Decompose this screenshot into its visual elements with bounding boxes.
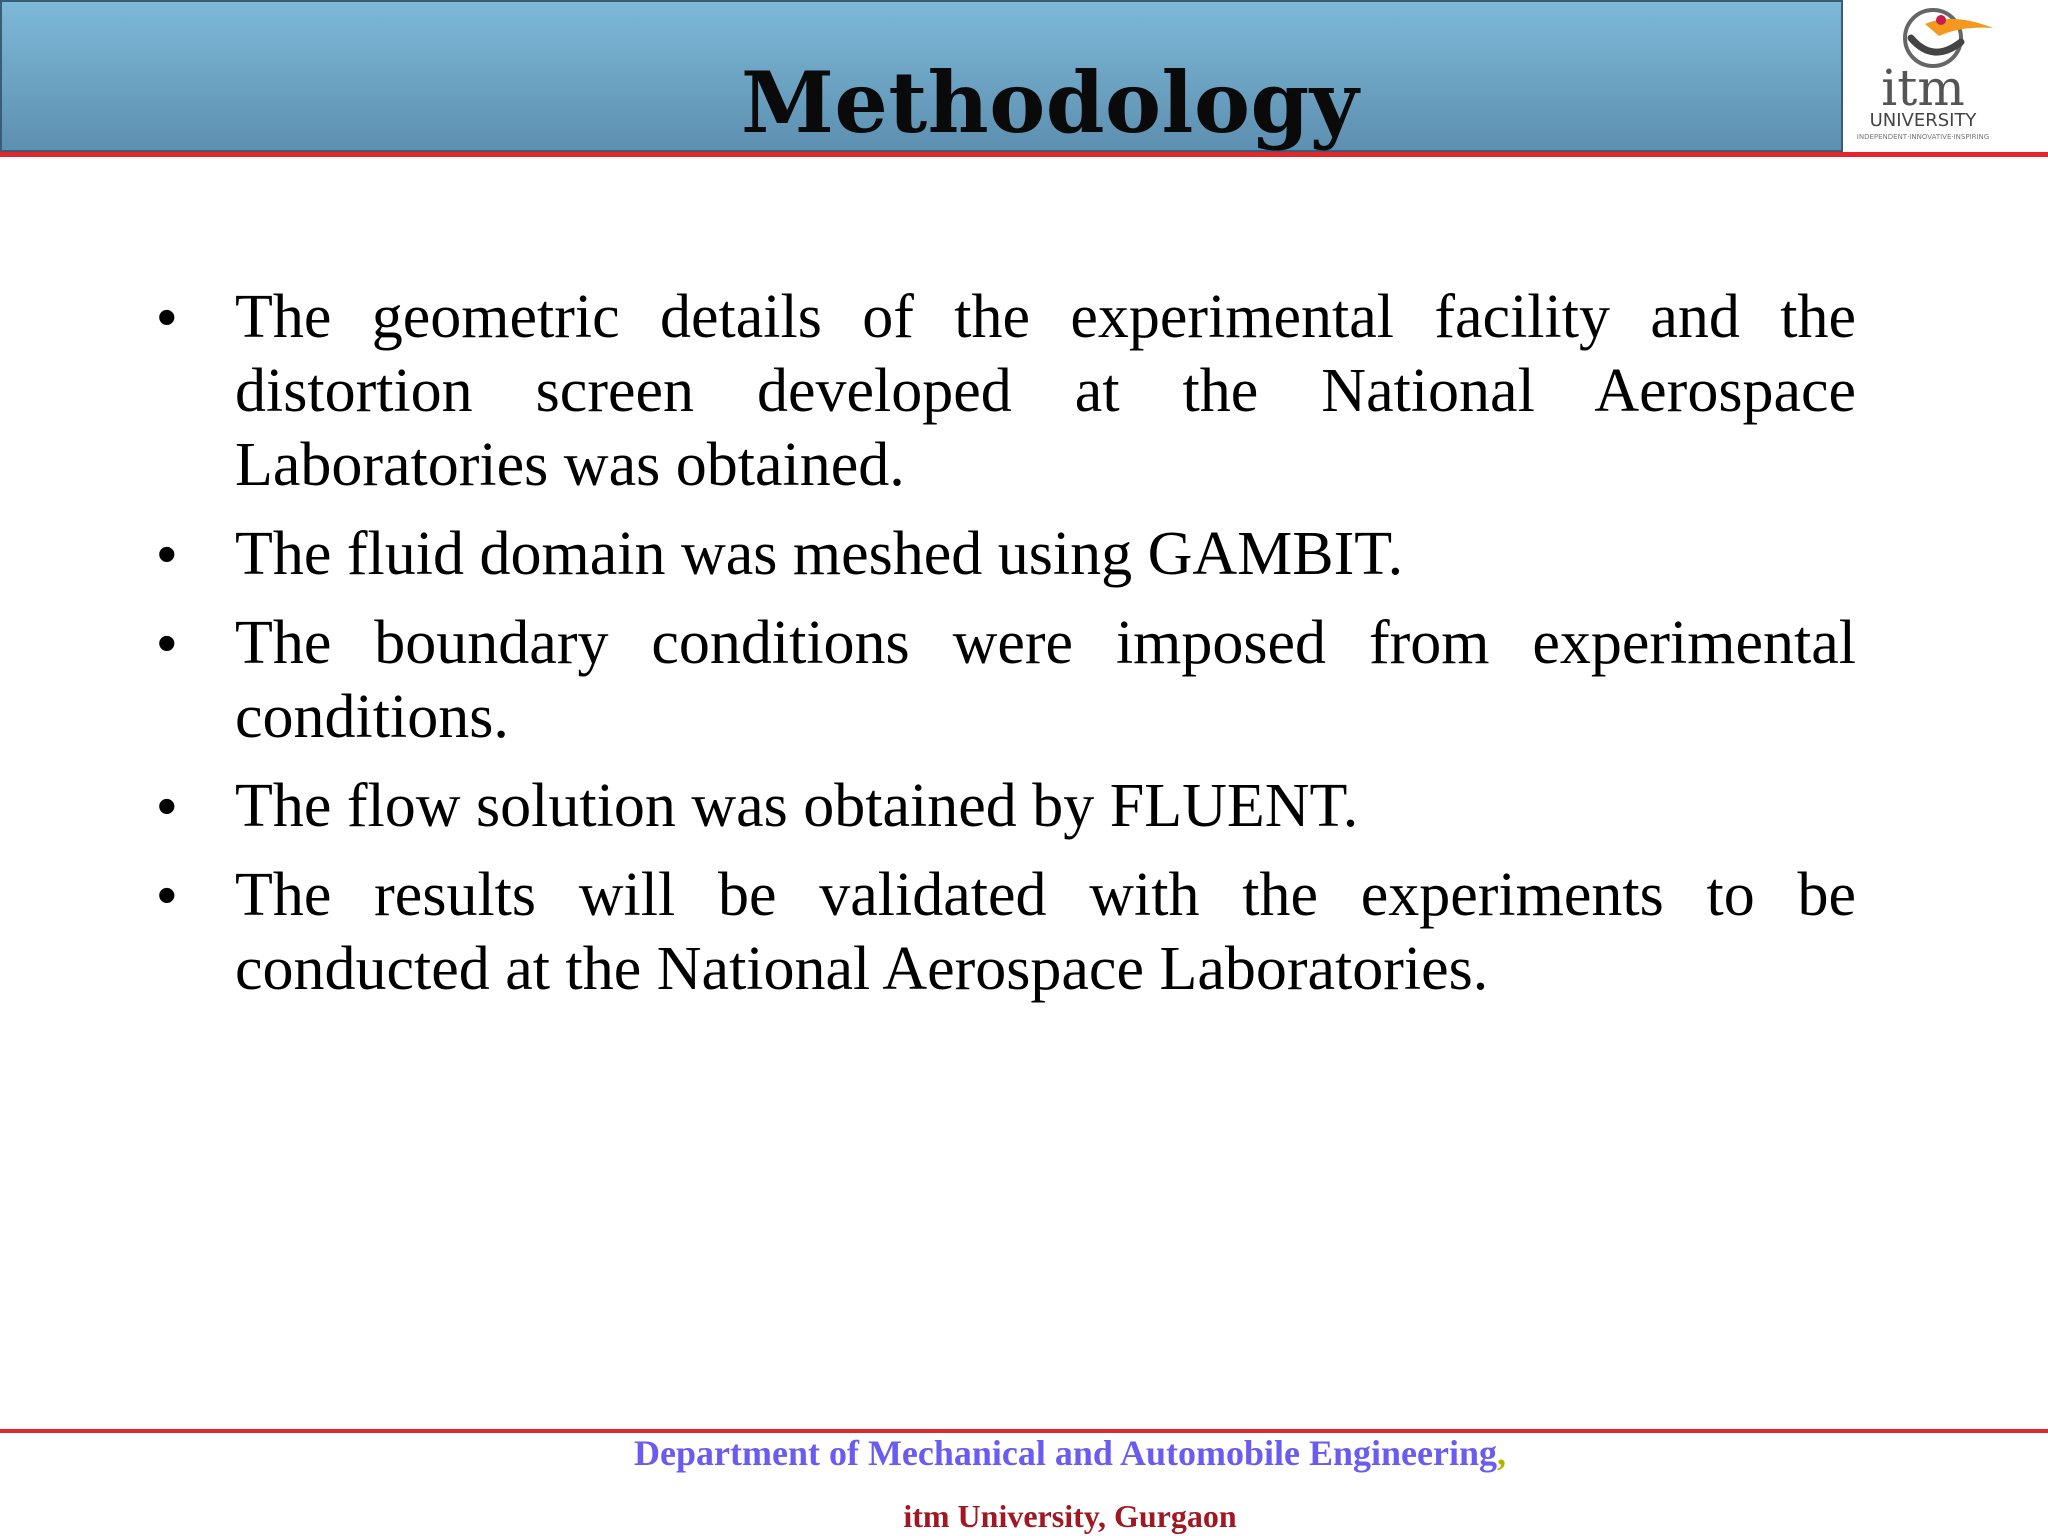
footer-separator: ,: [1496, 1433, 1506, 1473]
bullet-text: The geometric details of the experimental facility and the distortion screen developed at the National Aerospace Laboratories was obtained.: [235, 283, 1856, 499]
bullet-item: [150, 769, 1856, 843]
footer-university: itm University, Gurgaon: [903, 1498, 1237, 1534]
bullet-text: The flow solution was obtained by FLUENT.: [235, 772, 1359, 840]
logo-name: itm: [1881, 59, 1965, 117]
bullet-text: The results will be validated with the experiments to be conducted at the National Aerospace Laboratories.: [235, 861, 1856, 1003]
bullet-item: [150, 606, 1856, 754]
university-logo: [1843, 0, 2048, 152]
bullet-text: The fluid domain was meshed using GAMBIT.: [235, 520, 1404, 588]
department-name: Department of Mechanical and Automobile Engineering: [634, 1433, 1497, 1473]
bullet-item: [150, 517, 1856, 591]
bullet-icon: •: [157, 611, 177, 674]
bullet-icon: •: [157, 285, 177, 348]
bullet-icon: •: [157, 774, 177, 837]
bullet-item: [150, 858, 1856, 1006]
bullet-icon: •: [157, 863, 177, 926]
bullet-list: [150, 280, 1856, 1006]
bullet-icon: •: [157, 522, 177, 585]
bullet-text: The boundary conditions were imposed from experimental conditions.: [235, 609, 1856, 751]
logo-subtitle: UNIVERSITY: [1869, 110, 1977, 131]
page-title: Methodology: [740, 53, 1360, 152]
logo-tagline: INDEPENDENT·INNOVATIVE·INSPIRING: [1856, 133, 1990, 141]
bullet-item: [150, 280, 1856, 502]
footer-department: [0, 1430, 2048, 1476]
content-area: [150, 280, 1856, 1021]
